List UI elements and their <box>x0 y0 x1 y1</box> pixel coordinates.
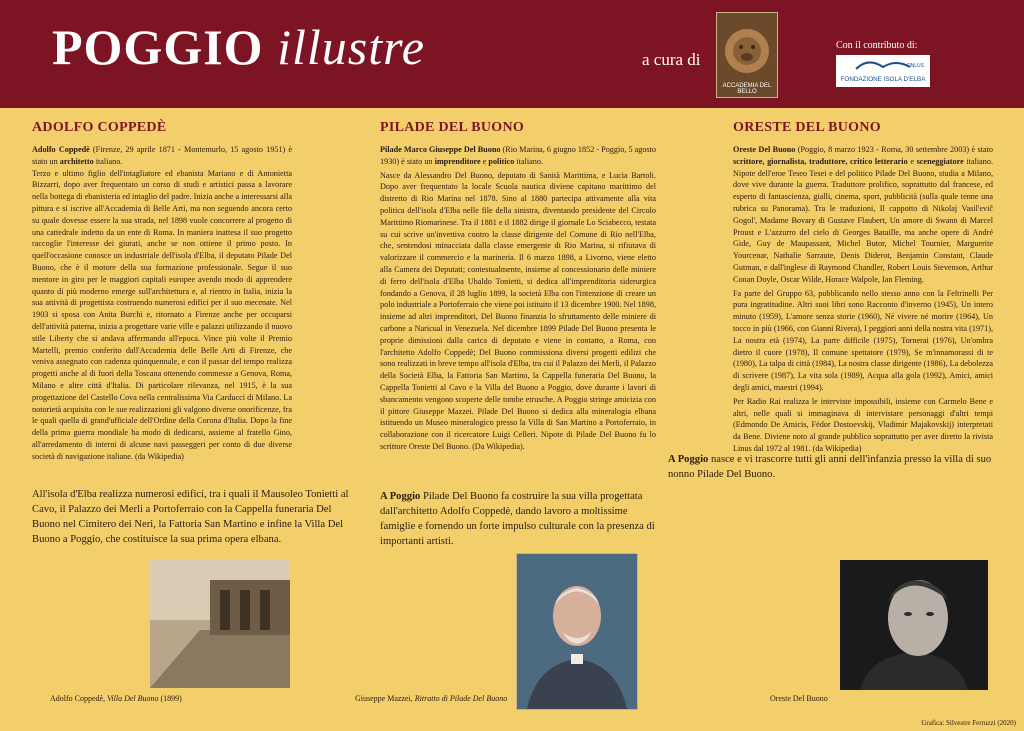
photo-pilade-portrait <box>516 553 638 710</box>
pilade-portrait-image <box>517 554 637 709</box>
column-pilade <box>380 120 656 453</box>
accademia-del-bello-logo <box>716 12 778 98</box>
body-paragraph-2: Fa parte del Gruppo 63, pubblicando nello stesso anno con la Feltrinelli Per pura ingratitudine. Altri suoi libri sono Racconto d'inverno (1945), Un intero minuto (1959), L'amore senza storie (1960), Né vivere né morire (1964), Un tocco in più (1966, con Gianni Rivera), I peggiori anni della nostra vita (1971), La nostra età (1974), La parte difficile (1975), Tornerai (1976), Un'ombra dietro il cuore (1978), Il comune spettatore (1979), Se m'innamorassi di te (1980), La talpa di città (1984), La nostra classe dirigente (1986), La debolezza di scrivere (1987), La vita sola (1989), Acqua alla gola (1992), Amici, amici degli amici, maestri (1994). <box>733 288 993 392</box>
page-title <box>52 18 425 76</box>
graphics-credit: Grafica: Silvestre Ferruzzi (2020) <box>921 719 1016 727</box>
lead-coppede: All'isola d'Elba realizza numerosi edifici, tra i quali il Mausoleo Tonietti al Cavo, il Palazzo dei Merli a Portoferraio con la Cappella funeraria Del Buono nel Cimitero dei Neri, la Fattoria San Martino e infine la Villa Del Buono a Poggio, che costituisce la sua prima opera elbana. <box>32 489 349 545</box>
photo-oreste <box>840 560 988 690</box>
caption-oreste: Oreste Del Buono <box>770 694 828 703</box>
oreste-photo-image <box>840 560 988 690</box>
body-paragraph: Terzo e ultimo figlio dell'intagliatore ed ebanista Mariano e di Antonietta Bizzarri, dopo aver frequentato un corso di studi e artistici passa a lavorare nella bottega di ebanisteria ed intaglio del padre. Inizia anche a interessarsi alla pittura e si iscrive all'Accademia di Belle Arti, ma non seguendo ancora certo su quale dovesse essere la sua strada, nel 1898 vuole concorrere al progetto di una cattedrale indetto da un ente di Roma. In maniera inattesa il suo progetto raccoglie l'interesse dei giurati, anche se non ottiene il primo posto. In quell'occasione conosce un industriale dell'isola d'Elba, il deputato Pilade Del Buono, che è il motore della sua formazione professionale. Segue il suo mentore in giro per le maggiori capitali europee avendo modo di apprendere quanto di più moderno emerge sull'architettura e, al rientro in Italia, inizia la sua attività di progettista costruendo numerosi edifici per il suo mecenate. Nel 1903 si sposa con Anita Burchi e, ritornato a Firenze anche per occuparsi dell'attività paterna, inizia a progettare varie ville e palazzi utilizzando il nuovo stile Liberty che si andava affermando all'epoca. Vince più volte il Premio Martelli, premio conferito dall'Accademia delle Belle Arti di Firenze, che veniva assegnato con cadenza quinquennale, e con il passar del tempo realizza progetti anche al di fuori della Toscana ottenendo commesse a Genova, Roma, Milano e altre città d'Italia. Di particolare rilevanza, nel 1915, è la sua progettazione del Castello Cova nella centralissima Via Carducci di Milano. La notorietà acquisita con le sue realizzazioni gli valgono diverse onorificenze, fra le quali quella di grand'ufficiale dell'Ordine della Corona d'Italia. Dopo la fine della prima guerra mondiale ha modo di dedicarsi, assieme al fratello Gino, all'arredamento di interni di alcune navi passeggeri per conto di due diverse società di navigazione italiane. (da Wikipedia) <box>32 168 292 461</box>
column-body <box>380 144 656 453</box>
body-paragraph-3: Per Radio Rai realizza le interviste impossibili, insieme con Carmelo Bene e altri, nelle quali si immaginava di intervistare personaggi d'altri tempi (Edmondo De Amicis, Fëdor Dostoevskij, Vladimir Majakovskij) interpretati da Bene. Diviene noto al grande pubblico soprattutto per aver diretto la rivista Linus dal 1972 al 1981. (da Wikipedia) <box>733 396 993 453</box>
title-italic: illustre <box>277 19 425 75</box>
column-coppede <box>32 120 292 463</box>
column-body <box>32 144 292 463</box>
lead-oreste: A Poggio nasce e vi trascorre tutti gli anni dell'infanzia presso la villa di suo nonno Pilade Del Buono. <box>668 454 992 480</box>
intro-paragraph: Pilade Marco Giuseppe Del Buono (Rio Marina, 6 giugno 1852 - Poggio, 5 agosto 1930) è stato un imprenditore e politico italiano. <box>380 145 657 166</box>
contributo-label: Con il contributo di: <box>836 40 918 51</box>
photo-villa-del-buono <box>150 560 290 688</box>
column-oreste <box>733 120 993 455</box>
column-heading: ADOLFO COPPEDÈ <box>32 120 167 135</box>
accademia-logo-label: ACCADEMIA DEL BELLO <box>722 83 772 95</box>
intro-paragraph: Adolfo Coppedè (Firenze, 29 aprile 1871 - Montemurlo, 15 agosto 1951) è stato un architetto italiano. <box>32 145 293 166</box>
fondazione-isola-elba-logo <box>836 55 930 87</box>
villa-photo-image <box>150 560 290 688</box>
caption-villa: Adolfo Coppedè, Villa Del Buono (1899) <box>50 694 182 703</box>
intro-paragraph: Oreste Del Buono (Poggio, 8 marzo 1923 - Roma, 30 settembre 2003) è stato scrittore, giornalista, traduttore, critico letterario e sceneggiatore italiano. Nipote dell'eroe Teseo Tesei e del politico Pilade Del Buono, studia a Milano, dove vive durante la guerra. Traduttore prolifico, soprattutto dal francese, ed esperto di fantascienza, gialli, cinema, sport, pubblicità (sulla quale tenne una rubrica su Panorama). Tra le traduzioni, Il cappotto di Nikolaj Vasil'evič Gogol', Madame Bovary di Gustave Flaubert, Un amore di Swann di Marcel Proust e L'azzurro del cielo di Georges Bataille, ma anche opere di André Gide, Guy de Maupassant, Michel Butor, Michel Tournier, Marguerite Yourcenar, Nathalie Sarraute, Denis Diderot, Benjamin Constant, Claude Gutman, e dall'inglese di Raymond Chandler, Robert Louis Stevenson, Arthur Conan Doyle, Oscar Wilde, Horace Walpole, Ian Fleming. <box>733 145 994 284</box>
caption-pilade: Giuseppe Mazzei, Ritratto di Pilade Del Buono <box>355 694 508 703</box>
onlus-label: ONLUS <box>906 63 924 69</box>
column-body <box>733 144 993 455</box>
a-cura-di-label: a cura di <box>642 50 701 69</box>
title-main: POGGIO <box>52 19 264 75</box>
lead-pilade: A Poggio Pilade Del Buono fa costruire la sua villa progettata dall'architetto Adolfo Coppedè, dando lavoro a moltissime famiglie e fornendo un forte impulso culturale con la presenza di importanti artisti. <box>380 491 655 547</box>
body-paragraph: Nasce da Alessandro Del Buono, deputato di Sanità Marittima, e Lucia Bartoli. Dopo aver frequentato la locale Scuola nautica diviene capitano marittimo del distretto di Rio Marina nel 1878. Sino al 1880 partecipa attivamente alla vita politica dell'isola d'Elba nelle file della sinistra, diventando presidente del Circolo Marittimo Riomarinese. Tra il 1881 e il 1882 dirige il giornale Lo Sciabecco, testata su cui scrive un'invettiva contro la classe dirigente del Comune di Rio nell'Elba, che, sentendosi minacciata dalla classe emergente di Rio Marina, si rifiutava di valorizzare il commercio e la marineria. Il 6 marzo 1898, a Livorno, viene eletto alla Camera dei Deputati; contestualmente, insieme al concessionario delle miniere di ferro dell'isola d'Elba Ubaldo Tonietti, si dedica all'imprenditoria siderurgica fondando a Genova, il 28 luglio 1899, la società Elba con l'intenzione di creare un polo industriale a Portoferraio che viene poi istituito il 13 dicembre 1900. Nel 1898, insieme ad altri imprenditori, Del Buono finanzia lo sfruttamento delle miniere di carbone a Naricual in Venezuela. Nel dicembre 1899 Pilade Del Buono presenta le proprie dimissioni dalla carica di deputato e viene in contatto, a Roma, con l'architetto Adolfo Coppedè; Del Buono commissiona diversi progetti edilizi che sono realizzati in breve tempo all'isola d'Elba, tra cui il Palazzo dei Merli, il Palazzo della Società Elba, la Fattoria San Martino, la Cappella funeraria Del Buono, la Cappella Tonietti al Cavo e la Villa del Buono a Poggio, dove durante i lavori di sbancamento vengono scoperte delle tombe etrusche. A Poggio stringe amicizia con il pittore Giuseppe Mazzei. Pilade Del Buono si dedica alla mineralogia elbana istituendo un Museo mineralogico presso la Villa di San Martino a Portoferraio, in collaborazione con il ricercatore Luigi Celleri. Nipote di Pilade Del Buono fu lo scrittore Oreste Del Buono. (Da Wikipedia). <box>380 170 656 451</box>
column-heading: ORESTE DEL BUONO <box>733 120 881 135</box>
header-banner <box>0 0 1024 108</box>
fondazione-logo-label: FONDAZIONE ISOLA D'ELBA <box>840 76 926 83</box>
column-heading: PILADE DEL BUONO <box>380 120 525 135</box>
